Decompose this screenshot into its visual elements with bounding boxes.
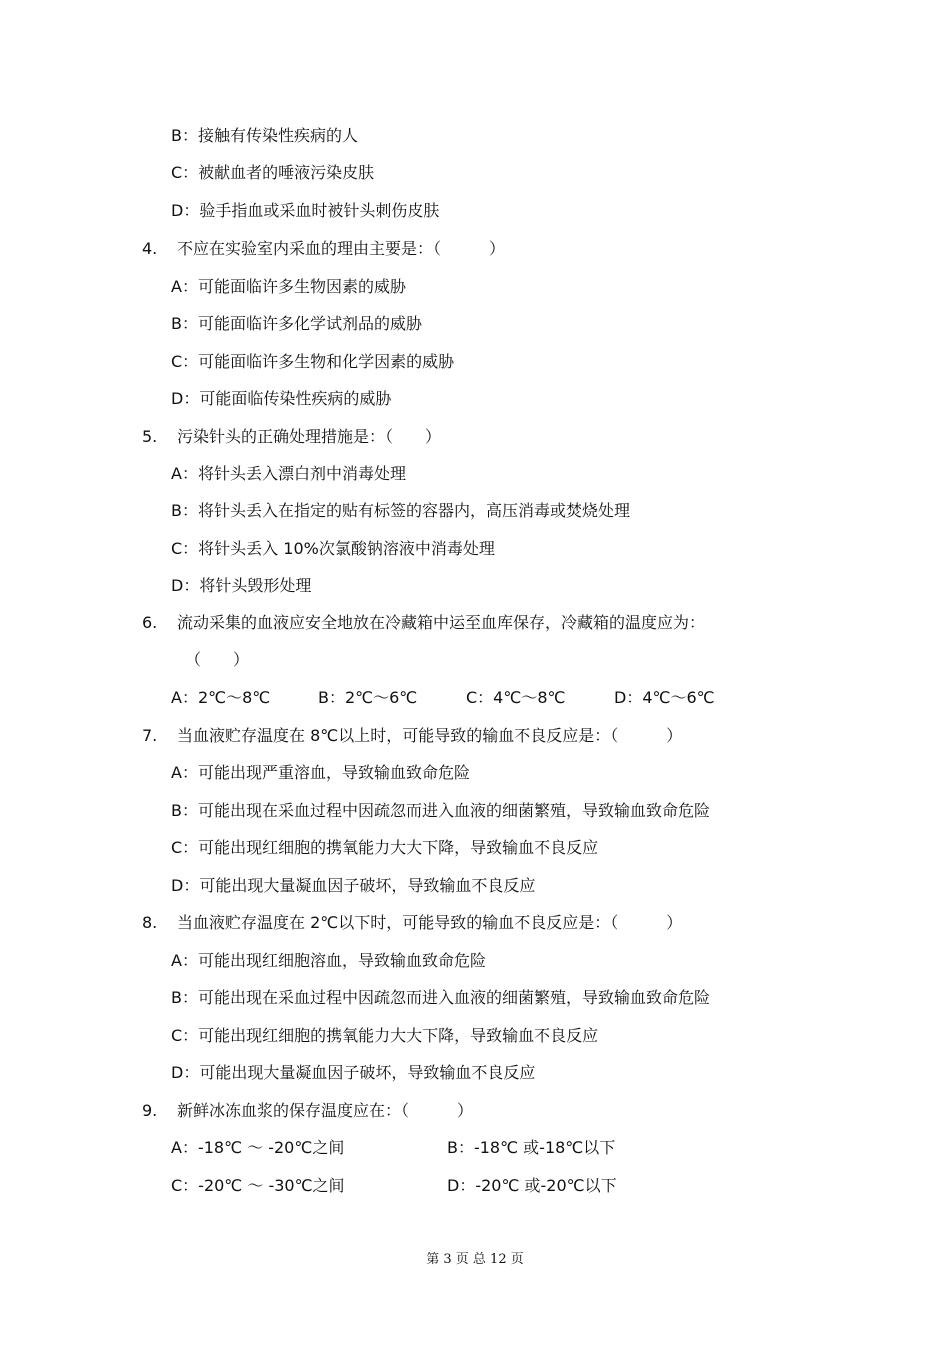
answer-option: B：将针头丢入在指定的贴有标签的容器内，高压消毒或焚烧处理 — [171, 501, 630, 520]
answer-option: D：验手指血或采血时被针头刺伤皮肤 — [171, 201, 440, 220]
answer-option: C：将针头丢入 10%次氯酸钠溶液中消毒处理 — [171, 539, 495, 558]
question-text: 污染针头的正确处理措施是：（ ） — [177, 427, 442, 446]
question-text: 当血液贮存温度在 2℃以下时，可能导致的输血不良反应是：（ ） — [177, 913, 683, 932]
answer-option: B：可能出现在采血过程中因疏忽而进入血液的细菌繁殖，导致输血致命危险 — [171, 988, 710, 1007]
page-footer: 第 3 页 总 12 页 — [426, 1252, 524, 1267]
question-number: 8. — [142, 913, 158, 932]
answer-option: D：将针头毁形处理 — [171, 576, 312, 595]
answer-option: D：可能出现大量凝血因子破坏，导致输血不良反应 — [171, 876, 536, 895]
answer-option: A：-18℃ ～ -20℃之间 — [171, 1138, 345, 1157]
answer-option: C：可能出现红细胞的携氧能力大大下降，导致输血不良反应 — [171, 838, 599, 857]
answer-option: C：4℃～8℃ — [466, 688, 566, 707]
question-text: 新鲜冰冻血浆的保存温度应在：（ ） — [177, 1101, 474, 1120]
answer-option: B：接触有传染性疾病的人 — [171, 126, 358, 145]
answer-option: B：2℃～6℃ — [318, 688, 418, 707]
answer-option: D：4℃～6℃ — [614, 688, 715, 707]
answer-option: C：-20℃ ～ -30℃之间 — [171, 1176, 345, 1195]
answer-option: A：2℃～8℃ — [171, 688, 271, 707]
answer-option: C：可能面临许多生物和化学因素的威胁 — [171, 352, 455, 371]
question-text: 流动采集的血液应安全地放在冷藏箱中运至血库保存，冷藏箱的温度应为： — [177, 613, 706, 632]
question-text: 当血液贮存温度在 8℃以上时，可能导致的输血不良反应是：（ ） — [177, 726, 683, 745]
answer-option: C：可能出现红细胞的携氧能力大大下降，导致输血不良反应 — [171, 1026, 599, 1045]
question-number: 6. — [142, 613, 158, 632]
question-number: 5. — [142, 427, 158, 446]
answer-option: B：可能出现在采血过程中因疏忽而进入血液的细菌繁殖，导致输血致命危险 — [171, 801, 710, 820]
answer-option: A：可能面临许多生物因素的威胁 — [171, 277, 406, 296]
answer-option: D：-20℃ 或-20℃以下 — [447, 1176, 617, 1195]
answer-option: B：-18℃ 或-18℃以下 — [447, 1138, 616, 1157]
answer-option: D：可能面临传染性疾病的威胁 — [171, 389, 392, 408]
question-number: 4. — [142, 239, 158, 258]
answer-option: A：可能出现红细胞溶血，导致输血致命危险 — [171, 951, 486, 970]
answer-option: B：可能面临许多化学试剂品的威胁 — [171, 314, 422, 333]
question-text: 不应在实验室内采血的理由主要是：（ ） — [177, 239, 506, 258]
question-number: 7. — [142, 726, 158, 745]
answer-option: A：可能出现严重溶血，导致输血致命危险 — [171, 763, 470, 782]
question-blank: （ ） — [185, 650, 250, 669]
question-number: 9. — [142, 1101, 158, 1120]
answer-option: C：被献血者的唾液污染皮肤 — [171, 163, 375, 182]
answer-option: D：可能出现大量凝血因子破坏，导致输血不良反应 — [171, 1063, 536, 1082]
answer-option: A：将针头丢入漂白剂中消毒处理 — [171, 464, 406, 483]
